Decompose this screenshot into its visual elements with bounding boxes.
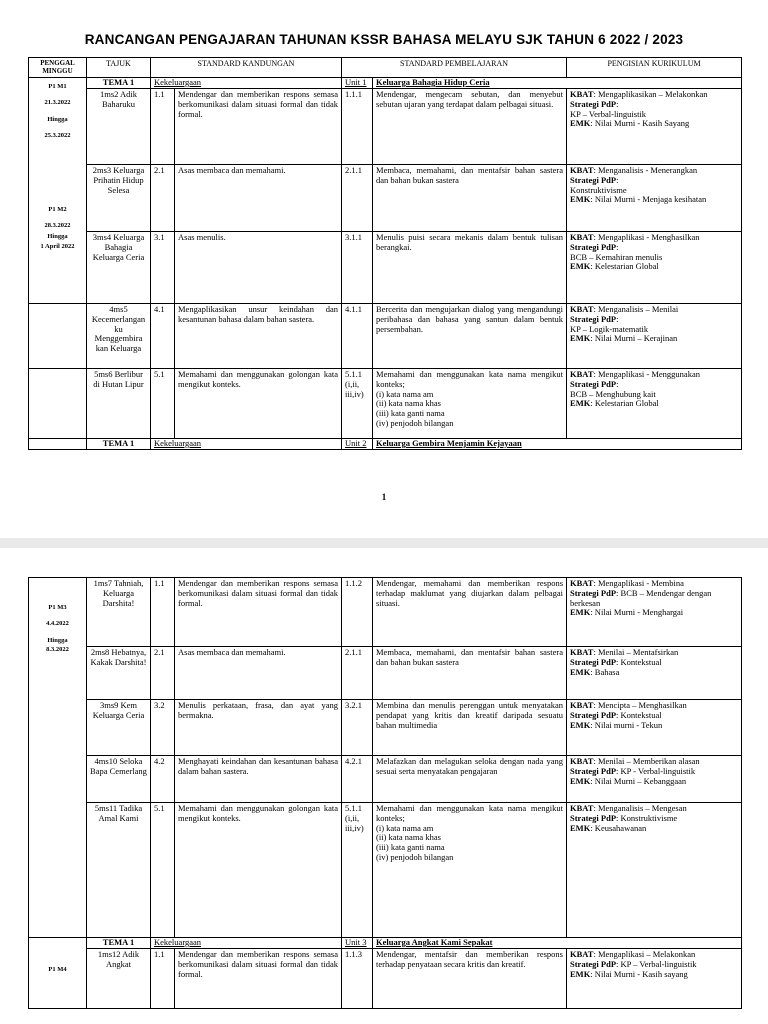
sp-text: Memahami dan menggunakan kata nama mengikut konteks; (i) kata nama am (ii) kata nama khas (iii) kata ganti nama (iv) penjodoh bilangan [373, 803, 567, 938]
tema-name: Kekeluargaan [151, 78, 342, 89]
sp-number: 3.1.1 [342, 232, 373, 304]
header-penggal-minggu: PENGGAL MINGGU [29, 58, 87, 78]
table-row [29, 803, 742, 938]
kurikulum-cell: KBAT: Mengaplikasi - Menggunakan Strategi PdP: BCB – Menghubung kait EMK: Kelestarian Global [567, 369, 742, 439]
sk-text: Memahami dan menggunakan golongan kata mengikut konteks. [175, 803, 342, 938]
kurikulum-cell: KBAT: Mencipta – Menghasilkan Strategi PdP: Kontekstual EMK: Nilai murni - Tekun [567, 700, 742, 756]
sp-number: 1.1.1 [342, 89, 373, 165]
sk-number: 4.1 [151, 304, 175, 369]
tema-row [29, 78, 742, 89]
kurikulum-cell: KBAT: Mengaplikasikan – Melakonkan Strategi PdP: KP – Verbal-linguistik EMK: Nilai Murni - Kasih Sayang [567, 89, 742, 165]
table-row [29, 89, 742, 165]
sk-text: Mendengar dan memberikan respons semasa berkomunikasi dalam situasi formal dan tidak formal. [175, 578, 342, 647]
date-end: 25.3.2022 [44, 132, 71, 140]
sp-number: 2.1.1 [342, 647, 373, 700]
sp-number: 3.2.1 [342, 700, 373, 756]
sp-number: 5.1.1 (i,ii, iii,iv) [342, 803, 373, 938]
penggal-label: P1 M1 [48, 83, 67, 90]
plan-table-1 [28, 57, 742, 450]
penggal-label: P1 M2 [48, 205, 67, 213]
tajuk-cell: 3ms4 Keluarga Bahagia Keluarga Ceria [87, 232, 151, 304]
sp-text: Menulis puisi secara mekanis dalam bentuk tulisan berangkai. [373, 232, 567, 304]
table-row [29, 756, 742, 803]
sk-number: 5.1 [151, 369, 175, 439]
table-row [29, 949, 742, 1009]
date-separator: Hingga [47, 232, 68, 240]
plan-table-2 [28, 577, 742, 1009]
header-tajuk: TAJUK [87, 58, 151, 78]
sp-number: 2.1.1 [342, 165, 373, 232]
table-row [29, 232, 742, 304]
table-row [29, 369, 742, 439]
tajuk-cell: 5ms11 Tadika Amal Kami [87, 803, 151, 938]
penggal-minggu-cell [29, 578, 87, 938]
date-separator: Hingga [47, 636, 68, 644]
penggal-label: P1 M4 [48, 966, 67, 973]
date-separator: Hingga [47, 115, 68, 123]
sk-number: 5.1 [151, 803, 175, 938]
sp-number: 5.1.1 (i,ii, iii,iv) [342, 369, 373, 439]
sp-number: 1.1.2 [342, 578, 373, 647]
kurikulum-cell: KBAT: Mengaplikasi – Melakonkan Strategi PdP: KP – Verbal-linguistik EMK: Nilai Murni - Kasih sayang [567, 949, 742, 1009]
tajuk-cell: 2ms3 Keluarga Prihatin Hidup Selesa [87, 165, 151, 232]
date-start: 4.4.2022 [46, 620, 69, 628]
kurikulum-cell: KBAT: Menganalisis - Menerangkan Strategi PdP: Konstruktivisme EMK: Nilai Murni - Menjaga kesihatan [567, 165, 742, 232]
tema-name: Kekeluargaan [151, 938, 342, 949]
tajuk-cell: 4ms10 Seloka Bapa Cemerlang [87, 756, 151, 803]
unit-name: Keluarga Gembira Menjamin Kejayaan [376, 438, 522, 448]
table-row [29, 647, 742, 700]
tajuk-cell: 4ms5 Kecemerlangan ku Menggembira kan Keluarga [87, 304, 151, 369]
kurikulum-cell: KBAT: Menilai – Mentafsirkan Strategi PdP: Kontekstual EMK: Bahasa [567, 647, 742, 700]
sp-text: Membaca, memahami, dan mentafsir bahan sastera dan bahan bukan sastera [373, 647, 567, 700]
tajuk-cell: 3ms9 Kem Keluarga Ceria [87, 700, 151, 756]
tajuk-cell: 1ms2 Adik Baharuku [87, 89, 151, 165]
sk-text: Asas menulis. [175, 232, 342, 304]
kurikulum-cell: KBAT: Mengaplikasi - Menghasilkan Strategi PdP: BCB – Kemahiran menulis EMK: Kelestarian Global [567, 232, 742, 304]
header-pengisian-kurikulum: PENGISIAN KURIKULUM [567, 58, 742, 78]
tajuk-cell: 2ms8 Hebatnya, Kakak Darshita! [87, 647, 151, 700]
sp-text: Membina dan menulis perenggan untuk menyatakan pendapat yang kritis dan kreatif daripada sesuatu bahan multimedia [373, 700, 567, 756]
sk-text: Menulis perkataan, frasa, dan ayat yang bermakna. [175, 700, 342, 756]
sk-number: 3.2 [151, 700, 175, 756]
tema-row [29, 938, 742, 949]
sp-text: Mendengar, mengecam sebutan, dan menyebut sebutan ujaran yang terdapat dalam pelbagai situasi. [373, 89, 567, 165]
kurikulum-cell: KBAT: Mengaplikasi - Membina Strategi PdP: BCB – Mendengar dengan berkesan EMK: Nilai Murni - Menghargai [567, 578, 742, 647]
sp-text: Mendengar, memahami dan memberikan respons terhadap maklumat yang diujarkan dalam pelbagai situasi. [373, 578, 567, 647]
date-end: 1 April 2022 [40, 243, 75, 251]
header-standard-kandungan: STANDARD KANDUNGAN [151, 58, 342, 78]
kurikulum-cell: KBAT: Menilai – Memberikan alasan Strategi PdP: KP - Verbal-linguistik EMK: Nilai Murni – Kebanggaan [567, 756, 742, 803]
sp-text: Bercerita dan mengujarkan dialog yang mengandungi peribahasa dan bahasa yang santun dalam bentuk persembahan. [373, 304, 567, 369]
sp-text: Memahami dan menggunakan kata nama mengikut konteks; (i) kata nama am (ii) kata nama khas (iii) kata ganti nama (iv) penjodoh bilangan [373, 369, 567, 439]
unit-label: Unit 1 [342, 78, 373, 89]
tema-label: TEMA 1 [87, 78, 151, 89]
unit-label: Unit 3 [342, 938, 373, 949]
sk-number: 1.1 [151, 578, 175, 647]
document-page-2 [0, 548, 768, 1024]
table-header-row [29, 58, 742, 78]
table-row [29, 700, 742, 756]
sk-text: Mendengar dan memberikan respons semasa berkomunikasi dalam situasi formal dan tidak formal. [175, 89, 342, 165]
sp-text: Mendengar, mentafsir dan memberikan respons terhadap penyataan secara kritis dan kreatif. [373, 949, 567, 1009]
sk-text: Mengaplikasikan unsur keindahan dan kesantunan bahasa dalam bahan sastera. [175, 304, 342, 369]
page-title: RANCANGAN PENGAJARAN TAHUNAN KSSR BAHASA MELAYU SJK TAHUN 6 2022 / 2023 [84, 32, 684, 47]
sk-number: 1.1 [151, 949, 175, 1009]
page-number: 1 [381, 492, 387, 502]
sk-number: 2.1 [151, 647, 175, 700]
sp-text: Membaca, memahami, dan mentafsir bahan sastera dan bahan bukan sastera [373, 165, 567, 232]
sk-number: 4.2 [151, 756, 175, 803]
tema-label: TEMA 1 [87, 439, 151, 450]
tema-name: Kekeluargaan [151, 439, 342, 450]
table-row [29, 304, 742, 369]
date-start: 21.3.2022 [44, 99, 71, 107]
sk-text: Menghayati keindahan dan kesantunan bahasa dalam bahan sastera. [175, 756, 342, 803]
unit-label: Unit 2 [342, 439, 373, 450]
sk-number: 2.1 [151, 165, 175, 232]
tema-label: TEMA 1 [87, 938, 151, 949]
tajuk-cell: 5ms6 Berlibur di Hutan Lipur [87, 369, 151, 439]
date-start: 28.3.2022 [44, 222, 71, 230]
sp-text: Melafazkan dan melagukan seloka dengan nada yang sesuai serta menyatakan pengajaran [373, 756, 567, 803]
sk-number: 3.1 [151, 232, 175, 304]
sk-text: Mendengar dan memberikan respons semasa berkomunikasi dalam situasi formal dan tidak formal. [175, 949, 342, 1009]
sp-number: 1.1.3 [342, 949, 373, 1009]
sp-number: 4.2.1 [342, 756, 373, 803]
penggal-minggu-cell [29, 938, 87, 1009]
unit-name: Keluarga Bahagia Hidup Ceria [376, 77, 490, 87]
sk-text: Memahami dan menggunakan golongan kata mengikut konteks. [175, 369, 342, 439]
kurikulum-cell: KBAT: Menganalisis – Menilai Strategi PdP: KP – Logik-matematik EMK: Nilai Murni – Kerajinan [567, 304, 742, 369]
tema-row [29, 439, 742, 450]
tajuk-cell: 1ms12 Adik Angkat [87, 949, 151, 1009]
date-end: 8.3.2022 [46, 646, 69, 654]
sp-number: 4.1.1 [342, 304, 373, 369]
kurikulum-cell: KBAT: Menganalisis – Mengesan Strategi PdP: Konstruktivisme EMK: Keusahawanan [567, 803, 742, 938]
tajuk-cell: 1ms7 Tahniah, Keluarga Darshita! [87, 578, 151, 647]
sk-text: Asas membaca dan memahami. [175, 647, 342, 700]
penggal-label: P1 M3 [48, 604, 67, 611]
penggal-minggu-cell [29, 78, 87, 304]
table-row [29, 578, 742, 647]
unit-name: Keluarga Angkat Kami Sepakat [376, 937, 493, 947]
sk-number: 1.1 [151, 89, 175, 165]
sk-text: Asas membaca dan memahami. [175, 165, 342, 232]
table-row [29, 165, 742, 232]
header-standard-pembelajaran: STANDARD PEMBELAJARAN [342, 58, 567, 78]
